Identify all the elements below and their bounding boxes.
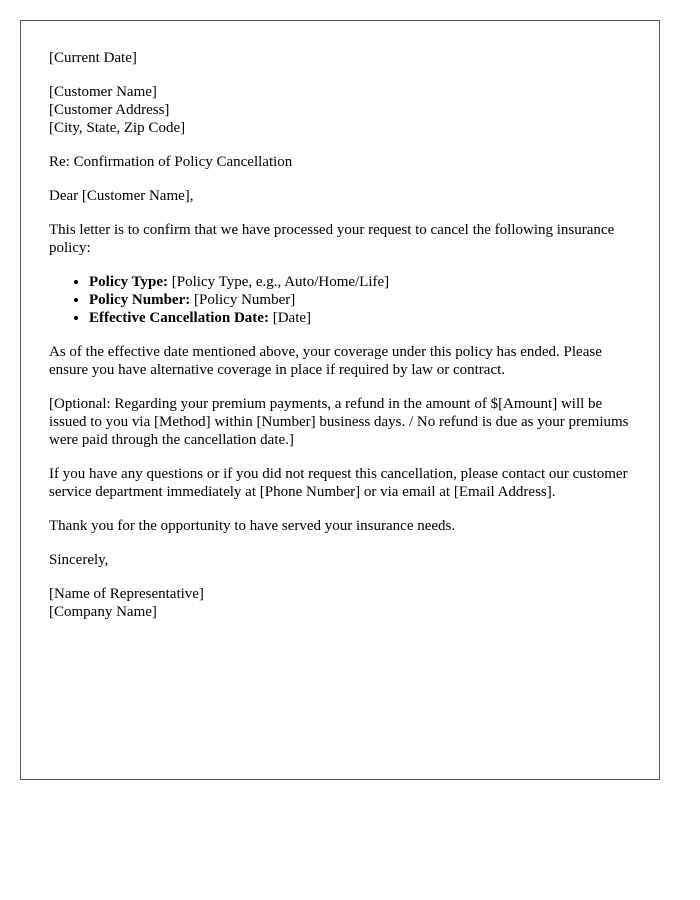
contact-paragraph: If you have any questions or if you did not request this cancellation, please contact our customer service department immediately at [Phone Number] or via email at [Email Address].: [49, 466, 628, 500]
recipient-city-state-zip: [City, State, Zip Code]: [49, 120, 186, 136]
recipient-address: [Customer Address]: [49, 102, 170, 118]
cancellation-date-item: [89, 309, 631, 327]
signature-block: [49, 585, 631, 621]
policy-details-list: [49, 273, 631, 327]
cancellation-date-label: Effective Cancellation Date:: [89, 310, 269, 326]
recipient-address-block: [49, 83, 631, 137]
refund-paragraph: [Optional: Regarding your premium payments, a refund in the amount of $[Amount] will be issued to you via [Method] within [Number] business days. / No refund is due as your premiums were paid through the cancellation date.]: [49, 396, 629, 448]
policy-type-label: Policy Type:: [89, 274, 169, 290]
recipient-name: [Customer Name]: [49, 84, 157, 100]
company-name: [Company Name]: [49, 604, 157, 620]
policy-number-item: [89, 291, 631, 309]
letter-date: [Current Date]: [49, 50, 137, 66]
letter-subject: Re: Confirmation of Policy Cancellation: [49, 154, 293, 170]
policy-number-value: [Policy Number]: [190, 292, 296, 308]
intro-paragraph: This letter is to confirm that we have processed your request to cancel the following insurance policy:: [49, 222, 615, 256]
policy-type-item: [89, 273, 631, 291]
letter-closing: Sincerely,: [49, 552, 109, 568]
cancellation-date-value: [Date]: [268, 310, 312, 326]
representative-name: [Name of Representative]: [49, 586, 204, 602]
letter-salutation: Dear [Customer Name],: [49, 188, 194, 204]
coverage-paragraph: As of the effective date mentioned above, your coverage under this policy has ended. Please ensure you have alternative coverage in place if required by law or contract.: [49, 344, 602, 378]
letter-page: [20, 20, 660, 780]
thanks-paragraph: Thank you for the opportunity to have served your insurance needs.: [49, 518, 456, 534]
policy-number-label: Policy Number:: [89, 292, 191, 308]
policy-type-value: [Policy Type, e.g., Auto/Home/Life]: [168, 274, 390, 290]
